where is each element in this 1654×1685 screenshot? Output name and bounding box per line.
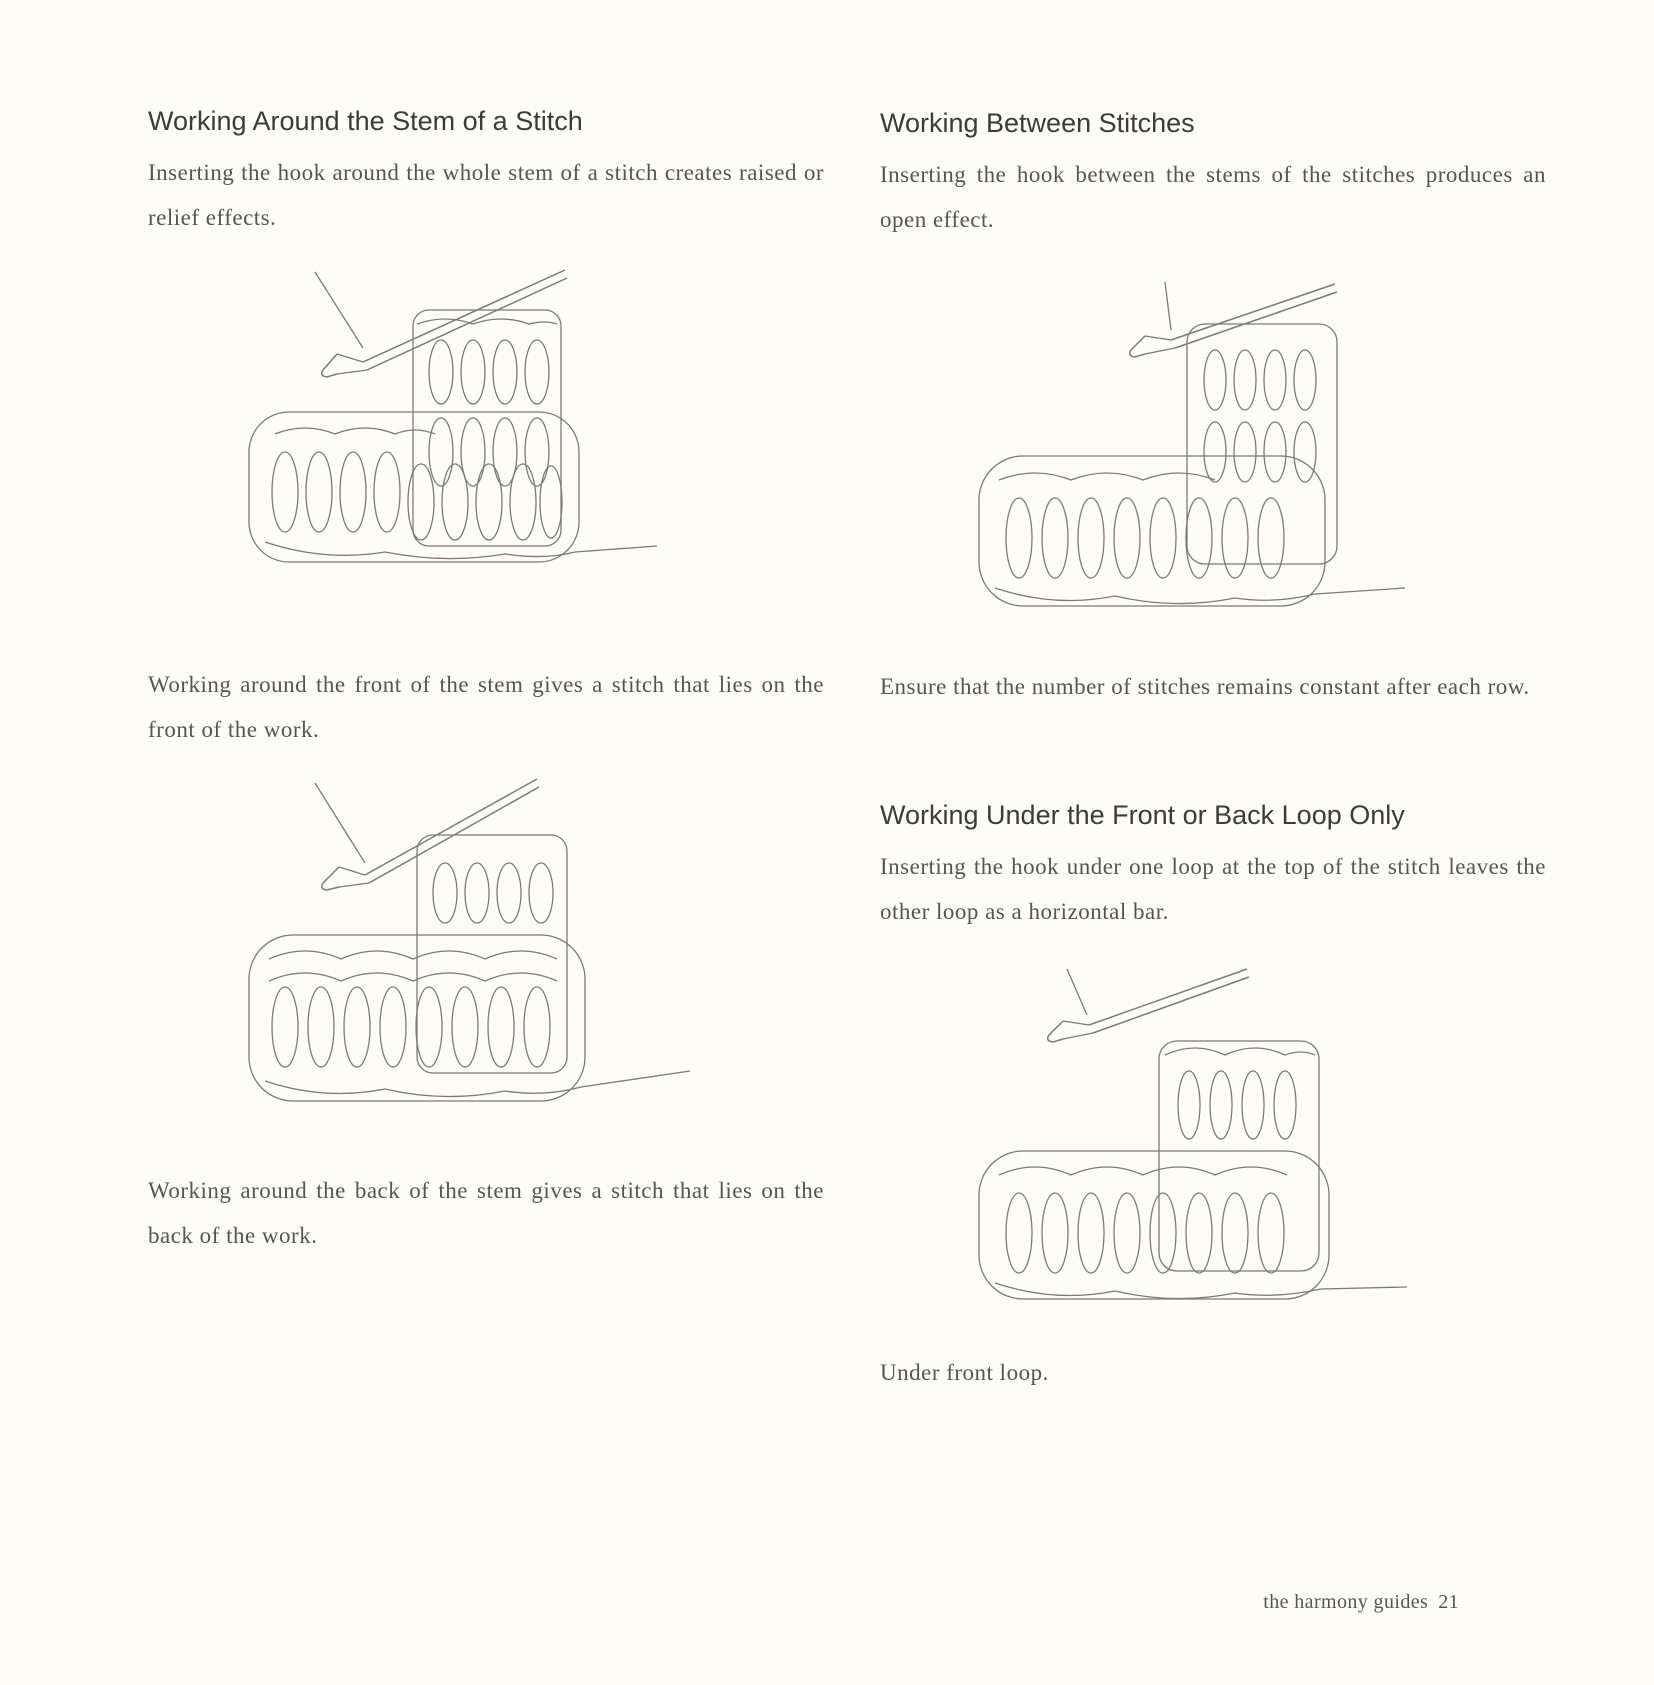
heading-front-back-loop: Working Under the Front or Back Loop Only [880, 800, 1405, 830]
intro-around-stem: Inserting the hook around the whole stem of a stitch creates raised or relief effects. [148, 160, 824, 230]
illustration-between-stitches [975, 280, 1415, 620]
intro-between-stitches: Inserting the hook between the stems of the stitches produces an open effect. [880, 162, 1546, 232]
caption-back-post: Working around the back of the stem gives a stitch that lies on the back of the work. [148, 1178, 824, 1248]
heading-around-stem: Working Around the Stem of a Stitch [148, 106, 583, 136]
series-title: the harmony guides [1263, 1591, 1429, 1613]
illustration-front-post-stitch [245, 262, 685, 582]
caption-front-post: Working around the front of the stem gives a stitch that lies on the front of the work. [148, 672, 824, 742]
page-footer [1263, 1591, 1459, 1614]
illustration-back-post-stitch [245, 775, 700, 1115]
intro-front-back-loop: Inserting the hook under one loop at the top of the stitch leaves the other loop as a horizontal bar. [880, 854, 1546, 924]
caption-between-stitches: Ensure that the number of stitches remains constant after each row. [880, 674, 1530, 699]
page-number: 21 [1438, 1591, 1459, 1613]
heading-between-stitches: Working Between Stitches [880, 108, 1195, 138]
illustration-under-front-loop [975, 965, 1415, 1315]
caption-under-front-loop: Under front loop. [880, 1360, 1049, 1385]
